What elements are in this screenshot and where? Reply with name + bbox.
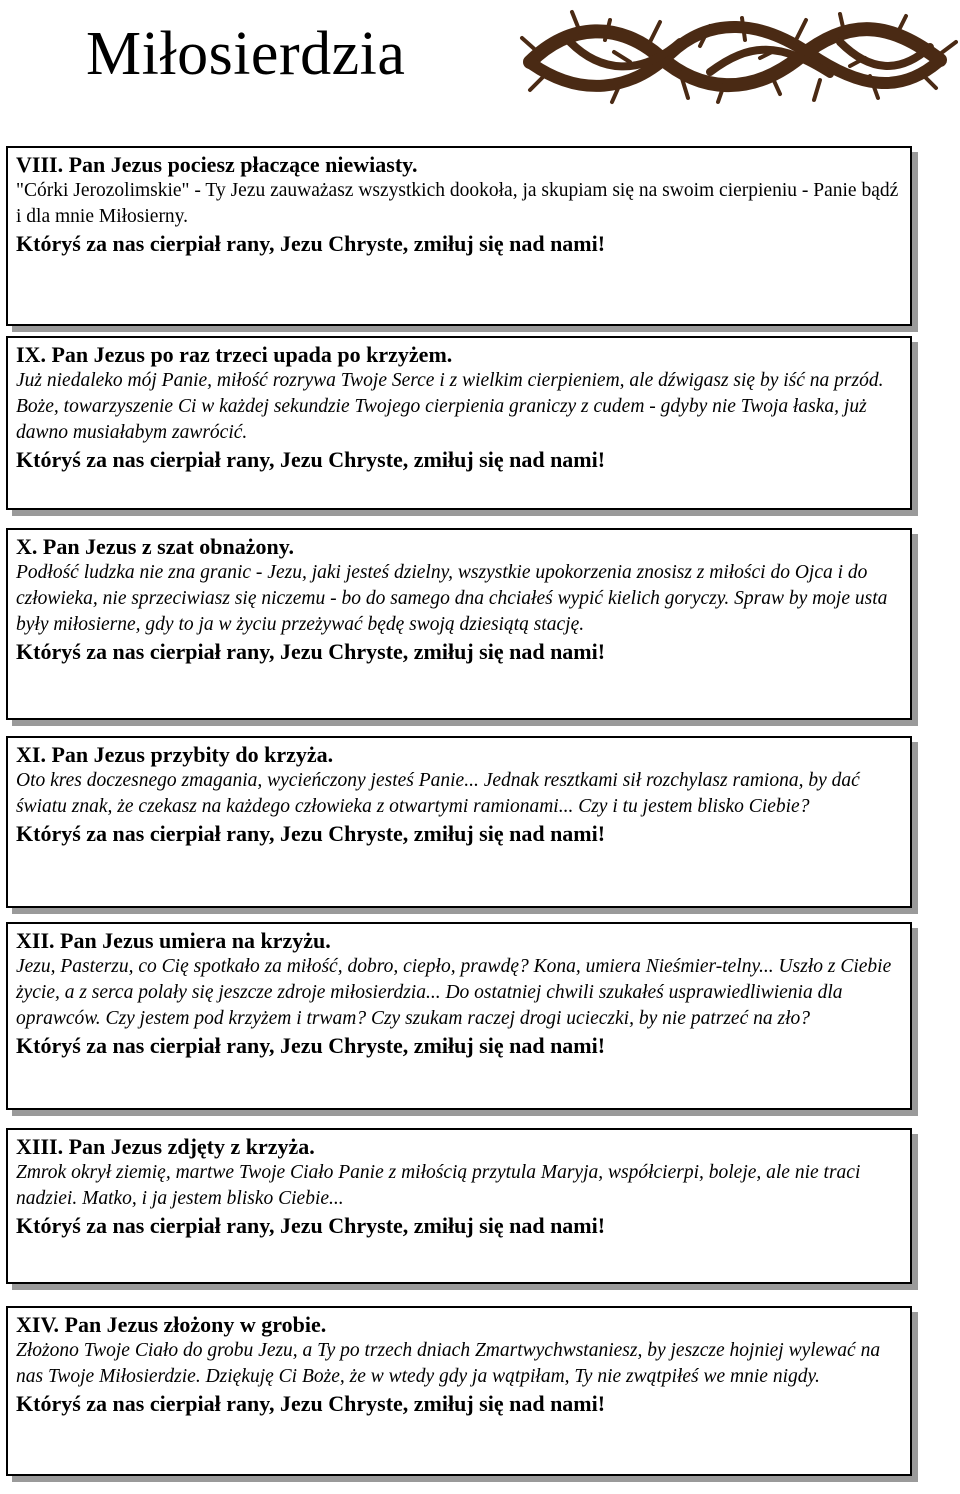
station-title: XIII. Pan Jezus zdjęty z krzyża. [16,1134,315,1159]
station-11 [6,736,912,908]
station-13 [6,1128,912,1284]
station-text: Już niedaleko mój Panie, miłość rozrywa Twoje Serce i z wielkim cierpieniem, ale dźwigasz się by iść na przód. Boże, towarzyszenie Ci w każdej sekundzie Twojego cierpienia graniczy z cudem - gdyby nie Twoja łaska, już dawno musiałabym zawrócić. [16,370,884,443]
station-text: Podłość ludzka nie zna granic - Jezu, jaki jesteś dzielny, wszystkie upokorzenia znosisz z miłości do Ojca i do człowieka, nie sprzeciwiasz się niczemu - bo do samego dna chciałeś wypić kielich goryczy. Spraw by moje usta były miłosierne, gdy to ja w życiu przeżywać będę swoją dziesiątą stację. [16,562,888,635]
station-refrain: Któryś za nas cierpiał rany, Jezu Chryste, zmiłuj się nad nami! [16,447,606,472]
station-refrain: Któryś za nas cierpiał rany, Jezu Chryste, zmiłuj się nad nami! [16,1391,606,1416]
station-text: Jezu, Pasterzu, co Cię spotkało za miłość, dobro, ciepło, prawdę? Kona, umiera Nieśmier-telny... Uszło z Ciebie życie, a z serca polały się jeszcze zdroje miłosierdzia... Do ostatniej chwili szukałeś usprawiedliwienia dla oprawców. Czy jestem pod krzyżem i trwam? Czy szukam raczej drogi ucieczki, by nie patrzeć na zło? [16,956,892,1029]
page-title: Miłosierdzia [86,20,406,88]
station-title: X. Pan Jezus z szat obnażony. [16,534,295,559]
station-refrain: Któryś za nas cierpiał rany, Jezu Chryste, zmiłuj się nad nami! [16,1213,606,1238]
station-text: Oto kres doczesnego zmagania, wycieńczony jesteś Panie... Jednak resztkami sił rozchylasz ramiona, by dać światu znak, że czekasz na każdego człowieka z otwartymi ramionami... Czy i tu jestem blisko Ciebie? [16,770,860,817]
station-refrain: Któryś za nas cierpiał rany, Jezu Chryste, zmiłuj się nad nami! [16,821,606,846]
station-refrain: Któryś za nas cierpiał rany, Jezu Chryste, zmiłuj się nad nami! [16,1033,606,1058]
station-10 [6,528,912,720]
station-12 [6,922,912,1110]
station-text: Złożono Twoje Ciało do grobu Jezu, a Ty po trzech dniach Zmartwychwstaniesz, by jeszcze hojniej wylewać na nas Twoje Miłosierdzie. Dziękuję Ci Boże, że w wtedy gdy ja wątpiłam, Ty nie zwątpiłeś we mnie nigdy. [16,1340,881,1387]
crown-of-thorns-icon [510,2,958,106]
station-8 [6,146,912,326]
station-title: IX. Pan Jezus po raz trzeci upada po krzyżem. [16,342,453,367]
station-9 [6,336,912,510]
station-text: Zmrok okrył ziemię, martwe Twoje Ciało Panie z miłością przytula Maryja, współcierpi, boleje, ale nie traci nadziei. Matko, i ja jestem blisko Ciebie... [16,1162,861,1209]
station-title: XI. Pan Jezus przybity do krzyża. [16,742,334,767]
station-title: XIV. Pan Jezus złożony w grobie. [16,1312,327,1337]
station-text: "Córki Jerozolimskie" - Ty Jezu zauważasz wszystkich dookoła, ja skupiam się na swoim cierpieniu - Panie bądź i dla mnie Miłosierny. [16,180,899,227]
station-refrain: Któryś za nas cierpiał rany, Jezu Chryste, zmiłuj się nad nami! [16,639,606,664]
station-14 [6,1306,912,1476]
station-title: VIII. Pan Jezus pociesz płaczące niewiasty. [16,152,418,177]
station-refrain: Któryś za nas cierpiał rany, Jezu Chryste, zmiłuj się nad nami! [16,231,606,256]
station-title: XII. Pan Jezus umiera na krzyżu. [16,928,331,953]
